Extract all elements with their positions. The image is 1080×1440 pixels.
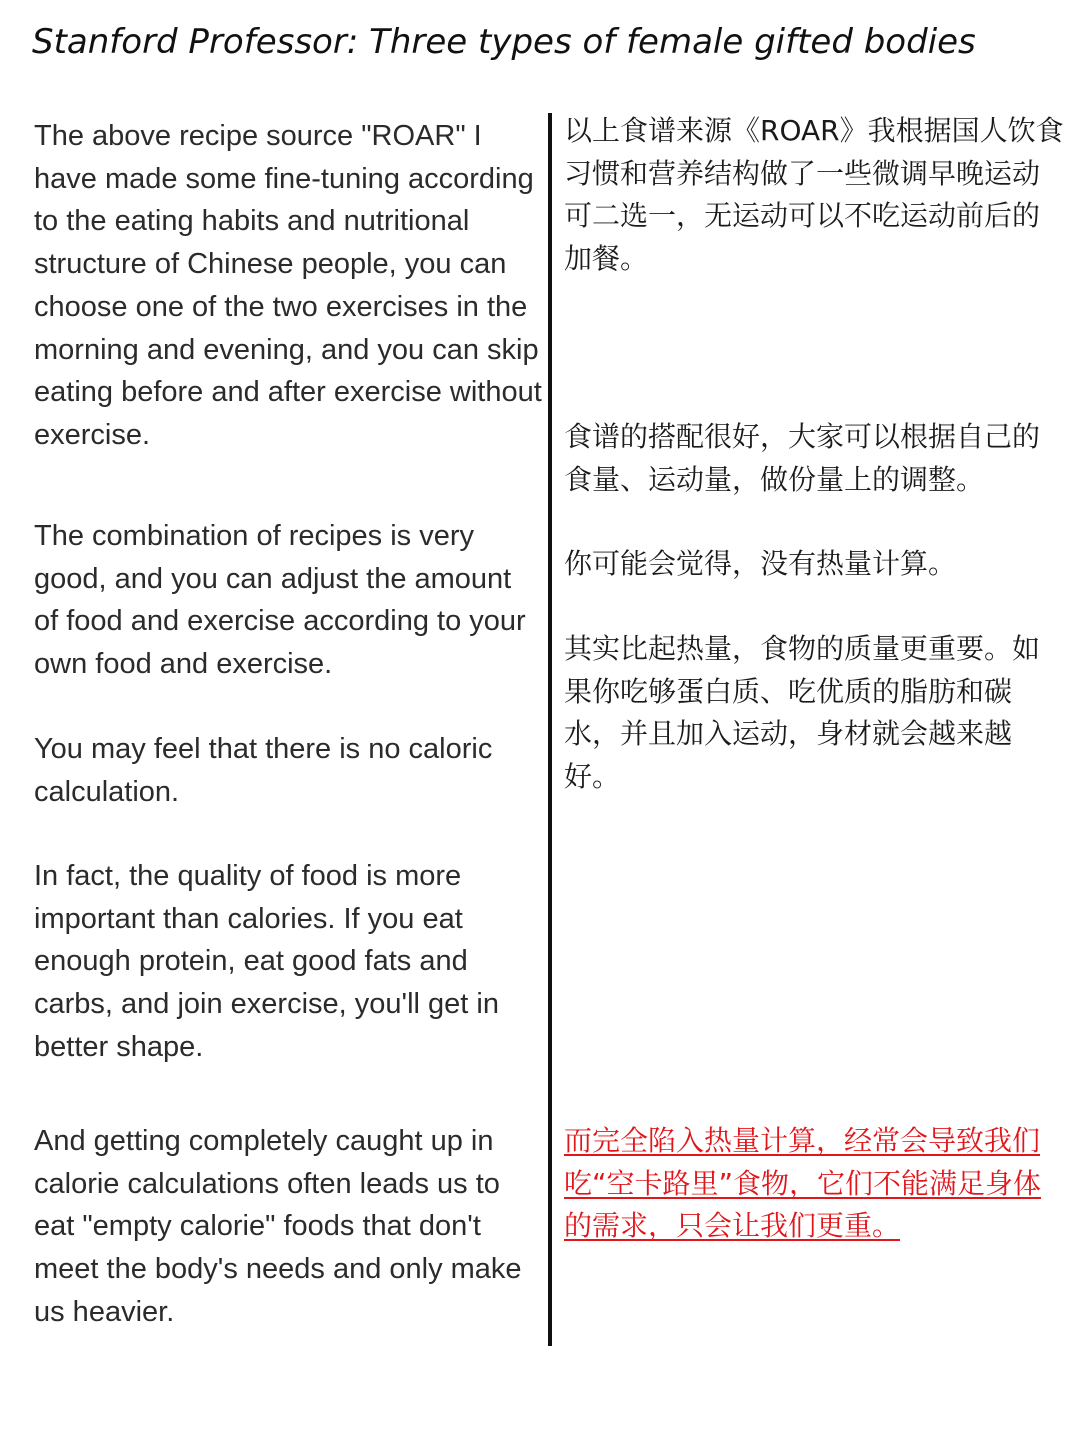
page-title: Stanford Professor: Three types of female gifted bodies	[32, 22, 976, 62]
english-paragraph-no-calories: You may feel that there is no caloric calculation.	[34, 733, 493, 808]
chinese-paragraph-no-calories: 你可能会觉得，没有热量计算。	[564, 547, 957, 580]
chinese-paragraph-food-quality: 其实比起热量，食物的质量更重要。如果你吃够蛋白质、吃优质的脂肪和碳水，并且加入运动，身材就会越来越好。	[564, 632, 1041, 793]
column-divider	[548, 113, 552, 1346]
chinese-paragraph-empty-calories-highlight: 而完全陷入热量计算，经常会导致我们吃“空卡路里”食物，它们不能满足身体的需求，只会让我们更重。	[564, 1124, 1042, 1242]
chinese-paragraph-recipe-source: 以上食谱来源《ROAR》我根据国人饮食习惯和营养结构做了一些微调早晚运动可二选一，无运动可以不吃运动前后的加餐。	[564, 114, 1064, 275]
english-paragraph-recipe-combination: The combination of recipes is very good, and you can adjust the amount of food and exercise according to your own food and exercise.	[34, 520, 526, 681]
english-paragraph-recipe-source: The above recipe source "ROAR" I have made some fine-tuning according to the eating habits and nutritional structure of Chinese people, you can choose one of the two exercises in the morning and evening, and you can skip eating before and after exercise without exercise.	[34, 120, 542, 451]
english-paragraph-food-quality: In fact, the quality of food is more important than calories. If you eat enough protein, eat good fats and carbs, and join exercise, you'll get in better shape.	[34, 860, 499, 1063]
english-paragraph-empty-calories: And getting completely caught up in calorie calculations often leads us to eat "empty calorie" foods that don't meet the body's needs and only make us heavier.	[34, 1125, 522, 1328]
chinese-paragraph-recipe-combination: 食谱的搭配很好，大家可以根据自己的食量、运动量，做份量上的调整。	[564, 420, 1041, 496]
